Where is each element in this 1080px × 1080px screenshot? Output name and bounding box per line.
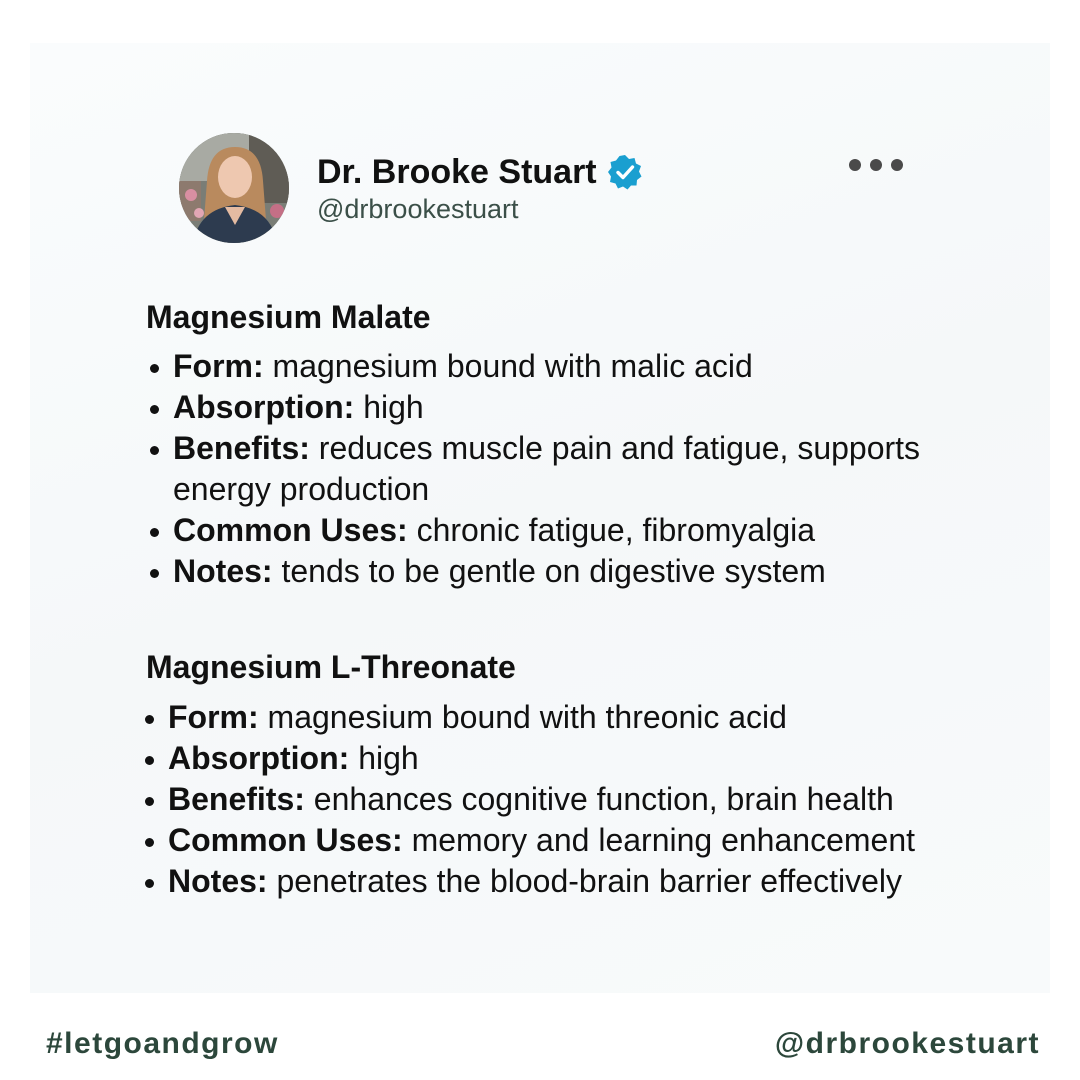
item-key: Benefits:: [173, 430, 310, 466]
item-key: Absorption:: [173, 389, 355, 425]
author-handle[interactable]: @drbrookestuart: [317, 194, 519, 224]
item-key: Benefits:: [168, 781, 305, 817]
avatar-photo: [179, 133, 289, 243]
item-value: penetrates the blood-brain barrier effectively: [267, 863, 902, 899]
list-item: [168, 820, 1028, 861]
section-title-magnesium-l-threonate: Magnesium L-Threonate: [146, 649, 516, 685]
item-value: chronic fatigue, fibromyalgia: [407, 512, 816, 548]
verified-badge-icon: [607, 154, 643, 190]
author-name-row: [317, 150, 643, 194]
list-item: [173, 551, 1013, 592]
item-key: Form:: [173, 348, 264, 384]
list-item: [168, 697, 1028, 738]
item-value: reduces muscle pain and fatigue, supports energy production: [173, 430, 921, 507]
list-item: [168, 738, 1028, 779]
item-value: memory and learning enhancement: [402, 822, 915, 858]
list-item: [168, 861, 1028, 902]
list-item: [168, 779, 1028, 820]
item-key: Form:: [168, 699, 259, 735]
item-key: Common Uses:: [168, 822, 403, 858]
author-name[interactable]: Dr. Brooke Stuart: [317, 153, 597, 191]
item-value: tends to be gentle on digestive system: [272, 553, 826, 589]
item-key: Absorption:: [168, 740, 350, 776]
item-value: enhances cognitive function, brain health: [304, 781, 894, 817]
bullet-list-magnesium-l-threonate: [168, 697, 1028, 902]
item-key: Notes:: [168, 863, 268, 899]
list-item: [173, 346, 1013, 387]
item-value: high: [354, 389, 424, 425]
item-value: magnesium bound with threonic acid: [258, 699, 787, 735]
more-options-icon[interactable]: [846, 156, 906, 174]
item-value: magnesium bound with malic acid: [263, 348, 753, 384]
footer-hashtag[interactable]: #letgoandgrow: [46, 1027, 279, 1060]
footer-handle[interactable]: @drbrookestuart: [774, 1027, 1040, 1060]
section-title-magnesium-malate: Magnesium Malate: [146, 299, 431, 335]
list-item: [173, 510, 1013, 551]
item-key: Common Uses:: [173, 512, 408, 548]
item-key: Notes:: [173, 553, 273, 589]
item-value: high: [349, 740, 419, 776]
bullet-list-magnesium-malate: [173, 346, 1013, 592]
list-item: [173, 387, 1013, 428]
avatar[interactable]: [179, 133, 289, 243]
list-item: [173, 428, 1013, 510]
